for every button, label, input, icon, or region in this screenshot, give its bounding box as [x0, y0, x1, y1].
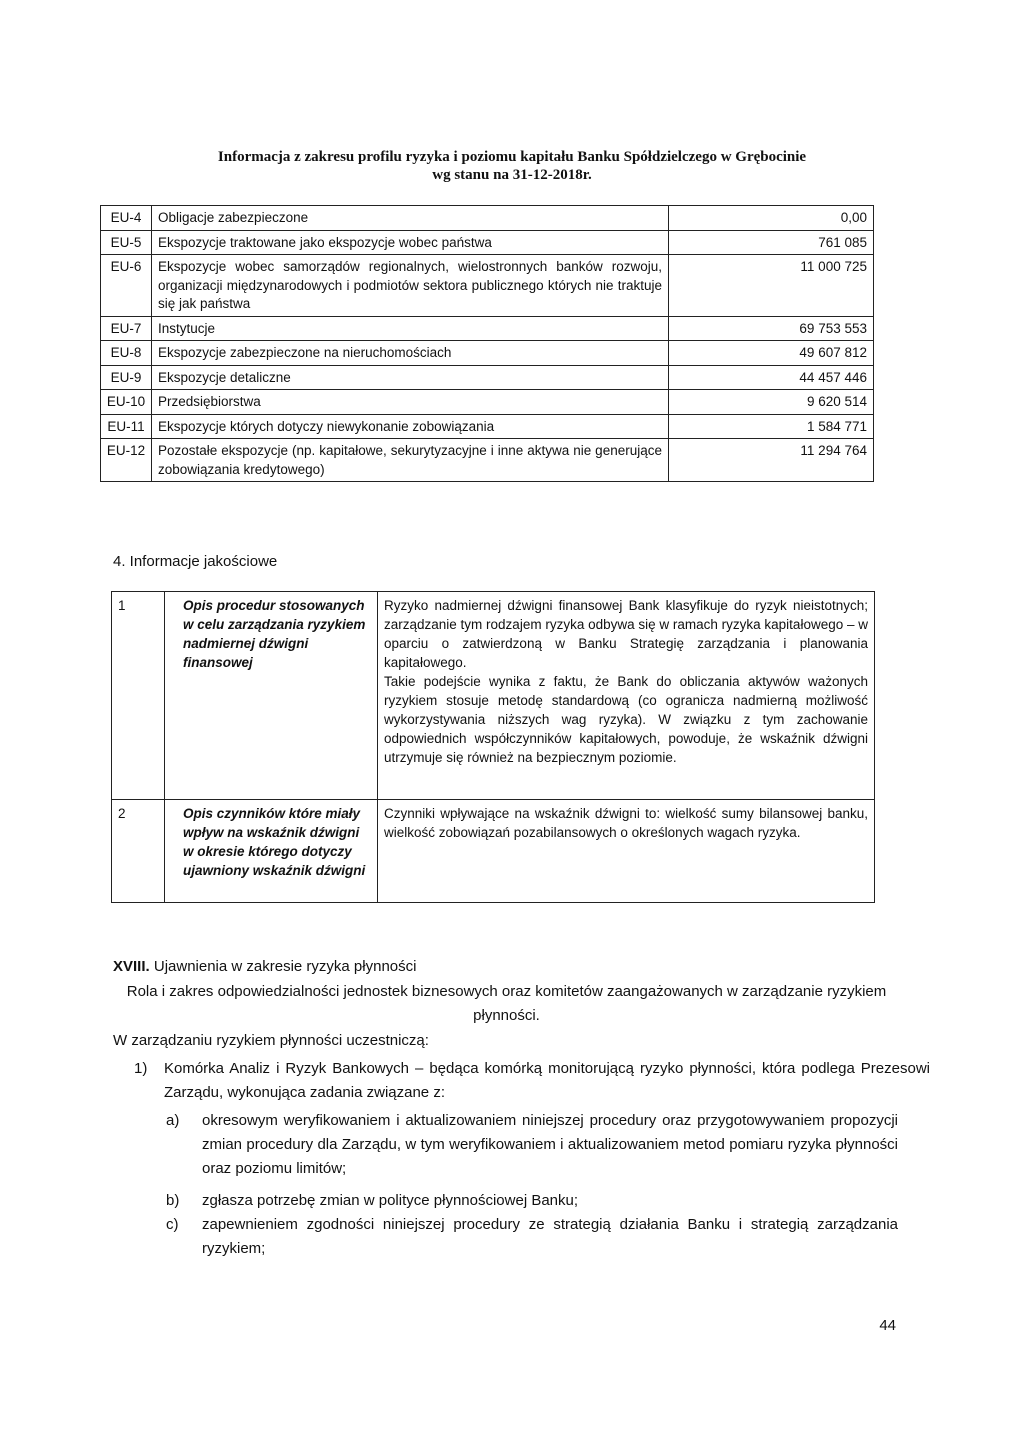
- sub-list-marker: c): [166, 1216, 179, 1233]
- section-numeral: XVIII.: [113, 958, 150, 975]
- row-code: EU-10: [101, 390, 152, 415]
- row-topic: Opis czynników które miały wpływ na wskaźnik dźwigni w okresie którego dotyczy ujawniony wskaźnik dźwigni: [165, 800, 378, 903]
- row-code: EU-5: [101, 230, 152, 255]
- row-code: EU-12: [101, 439, 152, 482]
- document-header: [100, 148, 924, 184]
- table-row: [101, 439, 874, 482]
- row-code: EU-11: [101, 414, 152, 439]
- header-date: wg stanu na 31-12-2018r.: [432, 167, 592, 183]
- row-code: EU-6: [101, 255, 152, 317]
- table-row: [101, 316, 874, 341]
- row-value: 11 000 725: [669, 255, 874, 317]
- row-label: Ekspozycje zabezpieczone na nieruchomościach: [152, 341, 669, 366]
- row-value: 1 584 771: [669, 414, 874, 439]
- row-value: 49 607 812: [669, 341, 874, 366]
- section-4-heading: 4. Informacje jakościowe: [113, 553, 278, 570]
- table-row: [112, 592, 875, 800]
- row-label: Ekspozycje traktowane jako ekspozycje wobec państwa: [152, 230, 669, 255]
- sub-list-text: zapewnieniem zgodności niniejszej procedury ze strategią działania Banku i strategią zarządzania ryzykiem;: [202, 1216, 898, 1257]
- table-row: [112, 800, 875, 903]
- row-code: EU-4: [101, 206, 152, 231]
- row-label: Ekspozycje detaliczne: [152, 365, 669, 390]
- answer-paragraph: Czynniki wpływające na wskaźnik dźwigni to: wielkość sumy bilansowej banku, wielkość zobowiązań pozabilansowych o określonych wagach ryzyka.: [384, 806, 868, 840]
- table-row: [101, 390, 874, 415]
- page-number: 44: [879, 1317, 896, 1334]
- sub-list-item: [166, 1189, 898, 1213]
- row-value: 9 620 514: [669, 390, 874, 415]
- row-topic: Opis procedur stosowanych w celu zarządzania ryzykiem nadmiernej dźwigni finansowej: [165, 592, 378, 800]
- sub-list-item: [166, 1109, 898, 1181]
- row-code: EU-7: [101, 316, 152, 341]
- row-label: Przedsiębiorstwa: [152, 390, 669, 415]
- row-number: 1: [112, 592, 165, 800]
- sub-list-text: okresowym weryfikowaniem i aktualizowaniem niniejszej procedury oraz przygotowywaniem propozycji zmian procedury dla Zarządu, w tym weryfikowaniem i aktualizowaniem metod pomiaru ryzyka płynności oraz poziomu limitów;: [202, 1112, 898, 1177]
- row-value: 0,00: [669, 206, 874, 231]
- sub-list-item: [166, 1213, 898, 1261]
- section-18-heading: [113, 958, 416, 975]
- exposure-table: [100, 205, 874, 482]
- row-value: 761 085: [669, 230, 874, 255]
- row-value: 69 753 553: [669, 316, 874, 341]
- sub-list-text: zgłasza potrzebę zmian w polityce płynnościowej Banku;: [202, 1192, 579, 1209]
- table-row: [101, 414, 874, 439]
- section-title: Ujawnienia w zakresie ryzyka płynności: [149, 958, 417, 975]
- row-label: Ekspozycje wobec samorządów regionalnych, wielostronnych banków rozwoju, organizacji międzynarodowych i podmiotów sektora publicznego których nie traktuje się jak państwa: [152, 255, 669, 317]
- table-row: [101, 206, 874, 231]
- answer-paragraph: Ryzyko nadmiernej dźwigni finansowej Bank klasyfikuje do ryzyk nieistotnych; zarządzanie tym rodzajem ryzyka odbywa się w ramach ryzyka kapitałowego – w oparciu o zatwierdzoną w Banku Strategię zarządzania i planowania kapitałowego.: [384, 598, 868, 670]
- table-row: [101, 341, 874, 366]
- row-value: 11 294 764: [669, 439, 874, 482]
- row-label: Ekspozycje których dotyczy niewykonanie zobowiązania: [152, 414, 669, 439]
- sub-list-marker: b): [166, 1192, 180, 1209]
- row-value: 44 457 446: [669, 365, 874, 390]
- answer-paragraph: Takie podejście wynika z faktu, że Bank do obliczania aktywów ważonych ryzykiem stosuje metodę standardową (co ogranicza nadmierną możliwość wykorzystywania niższych wag ryzyka). W związku z tym zachowanie odpowiednich współczynników kapitałowych, powoduje, że wskaźnik dźwigni utrzymuje się również na bezpiecznym poziomie.: [384, 674, 868, 765]
- row-answer: [378, 592, 875, 800]
- row-code: EU-8: [101, 341, 152, 366]
- row-number: 2: [112, 800, 165, 903]
- row-label: Instytucje: [152, 316, 669, 341]
- paragraph-text: Rola i zakres odpowiedzialności jednostek biznesowych oraz komitetów zaangażowanych w zarządzanie ryzykiem płynności.: [126, 983, 887, 1024]
- qualitative-table: [111, 591, 875, 903]
- row-label: Obligacje zabezpieczone: [152, 206, 669, 231]
- row-label: Pozostałe ekspozycje (np. kapitałowe, sekurytyzacyjne i inne aktywa nie generujące zobowiązania kredytowego): [152, 439, 669, 482]
- table-row: [101, 365, 874, 390]
- row-answer: [378, 800, 875, 903]
- list-text: Komórka Analiz i Ryzyk Bankowych – będąca komórką monitorującą ryzyko płynności, która podlega Prezesowi Zarządu, wykonująca zadania związane z:: [164, 1060, 930, 1101]
- list-item: [134, 1057, 930, 1105]
- table-row: [101, 255, 874, 317]
- table-row: [101, 230, 874, 255]
- liquidity-roles-paragraph: [113, 980, 900, 1028]
- sub-list-marker: a): [166, 1112, 180, 1129]
- list-marker: 1): [134, 1060, 148, 1077]
- header-title: Informacja z zakresu profilu ryzyka i poziomu kapitału Banku Spółdzielczego w Grębocinie: [217, 149, 807, 165]
- participants-intro: W zarządzaniu ryzykiem płynności uczestniczą:: [113, 1032, 429, 1049]
- row-code: EU-9: [101, 365, 152, 390]
